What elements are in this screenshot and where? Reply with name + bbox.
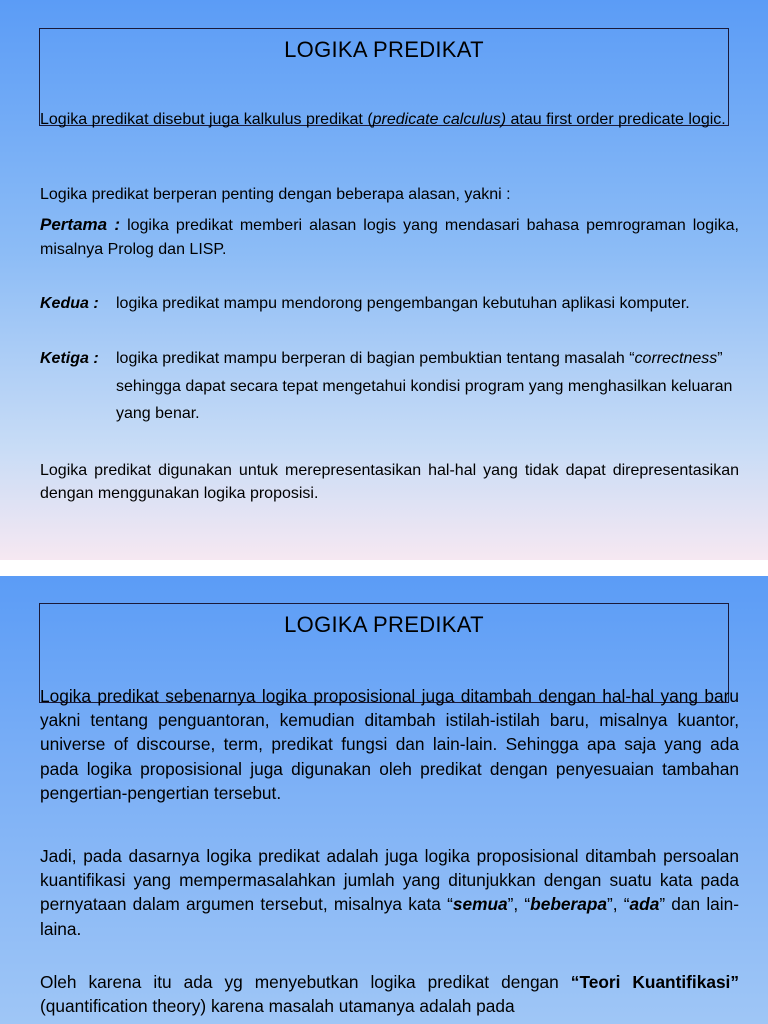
ketiga-text-a: logika predikat mampu berperan di bagian pembuktian tentang masalah “ — [116, 350, 635, 367]
para2-text-c: ”, “ — [607, 894, 630, 915]
para3-text-a: Oleh karena itu ada yg menyebutkan logika predikat dengan — [40, 972, 571, 992]
pertama-text: logika predikat memberi alasan logis yang mendasari bahasa pemrograman logika, misalnya Prolog dan LISP. — [40, 217, 739, 258]
para2-text-b: ”, “ — [507, 894, 531, 915]
slide-separator — [0, 560, 768, 576]
intro-paragraph — [40, 108, 739, 131]
paragraph-1: Logika predikat sebenarnya logika proposisional juga ditambah dengan hal-hal yang baru yakni tentang penguantoran, kemudian ditambah istilah-istilah baru, misalnya kuantor, universe of discourse, term, predikat fungsi dan lain-lain. Sehingga apa saja yang ada pada logika proposisional juga digunakan oleh predikat dengan penyesuaian tambahan pengertian-pengertian tersebut. — [40, 686, 739, 803]
teori-kuantifikasi: “Teori Kuantifikasi” — [570, 972, 740, 992]
paragraph-2 — [40, 844, 739, 941]
reason-pertama — [40, 213, 739, 262]
intro-italic: predicate calculus) — [372, 111, 507, 128]
kedua-text: logika predikat mampu mendorong pengembangan kebutuhan aplikasi komputer. — [116, 295, 690, 312]
term-beberapa: beberapa — [530, 894, 608, 915]
slide-2 — [0, 576, 768, 1024]
ketiga-label: Ketiga : — [40, 350, 99, 367]
ketiga-text — [116, 345, 736, 428]
kedua-label: Kedua : — [40, 295, 99, 312]
reasons-lead: Logika predikat berperan penting dengan beberapa alasan, yakni : — [40, 186, 511, 203]
term-semua: semua — [452, 894, 508, 915]
ketiga-italic: correctness — [634, 350, 718, 367]
intro-text-end: atau first order predicate logic. — [506, 111, 726, 128]
para2-text-a: Jadi, pada dasarnya logika predikat adalah juga logika proposisional ditambah persoalan kuantifikasi yang mempermasalahkan jumlah yang ditunjukkan dengan suatu kata pada pernyataan dalam argumen tersebut, misalnya kata “ — [40, 846, 739, 915]
pertama-label: Pertama : — [40, 215, 121, 234]
closing-paragraph: Logika predikat digunakan untuk merepresentasikan hal-hal yang tidak dapat direpresentasikan dengan menggunakan logika proposisi. — [40, 462, 739, 502]
slide-title: LOGIKA PREDIKAT — [284, 612, 484, 637]
paragraph-3 — [40, 970, 739, 1018]
para3-text-b: (quantification theory) karena masalah utamanya adalah pada — [40, 996, 515, 1017]
ketiga-text-b: ” sehingga dapat secara tepat mengetahui kondisi program yang menghasilkan keluaran yang benar. — [116, 350, 733, 422]
term-ada: ada — [629, 894, 660, 915]
para2-text-d: ” dan lain-laina. — [40, 894, 739, 939]
slide-title: LOGIKA PREDIKAT — [284, 37, 484, 62]
intro-text: Logika predikat disebut juga kalkulus predikat ( — [40, 111, 373, 128]
